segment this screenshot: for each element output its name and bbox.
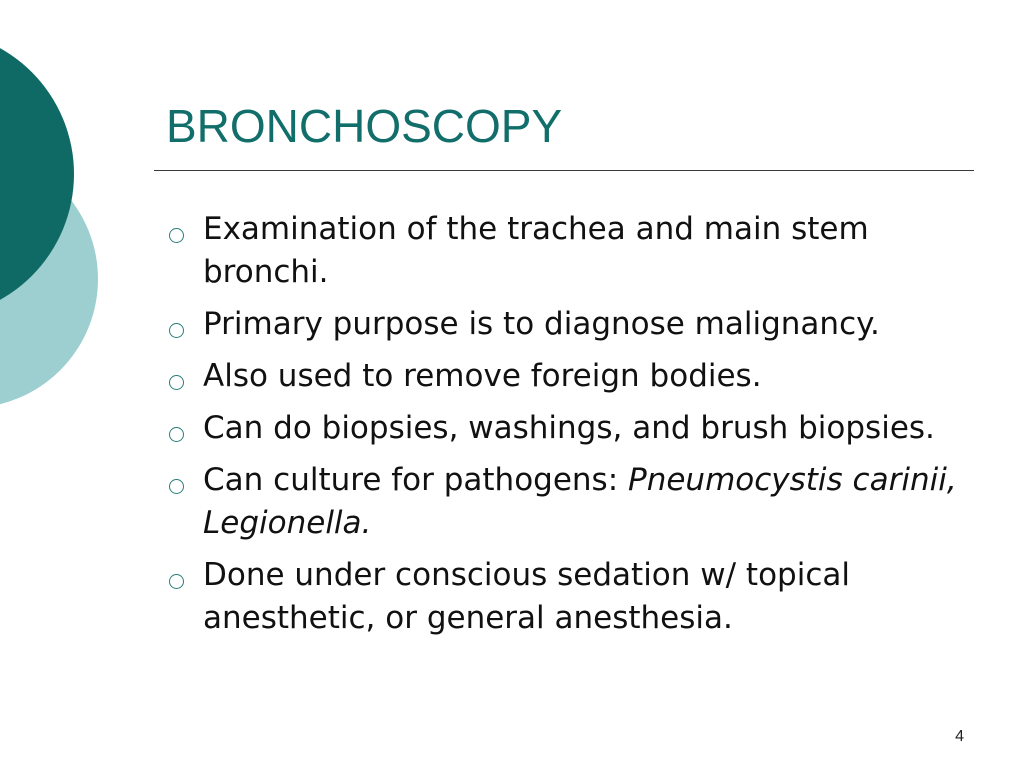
bullet-item [163,459,963,545]
bullet-text: Can culture for pathogens: [203,462,629,498]
hollow-circle-bullet-icon [169,574,184,589]
hollow-circle-bullet-icon [169,427,184,442]
bullet-item [163,554,963,640]
bullet-item [163,355,963,398]
hollow-circle-bullet-icon [169,375,184,390]
bullet-item [163,208,963,294]
page-number: 4 [955,728,964,745]
hollow-circle-bullet-icon [169,479,184,494]
bullet-list [163,208,963,649]
hollow-circle-bullet-icon [169,228,184,243]
bullet-text: Also used to remove foreign bodies. [203,358,762,394]
bullet-text: Done under conscious sedation w/ topical anesthetic, or general anesthesia. [203,557,850,636]
bullet-text: Can do biopsies, washings, and brush biopsies. [203,410,935,446]
slide-title: BRONCHOSCOPY [166,100,563,152]
title-divider [154,170,974,171]
bullet-item [163,303,963,346]
hollow-circle-bullet-icon [169,323,184,338]
bullet-text: Examination of the trachea and main stem bronchi. [203,211,869,290]
bullet-text: Primary purpose is to diagnose malignancy. [203,306,880,342]
bullet-text-italic: Pneumocystis carinii, Legionella. [203,462,957,541]
bullet-item [163,407,963,450]
